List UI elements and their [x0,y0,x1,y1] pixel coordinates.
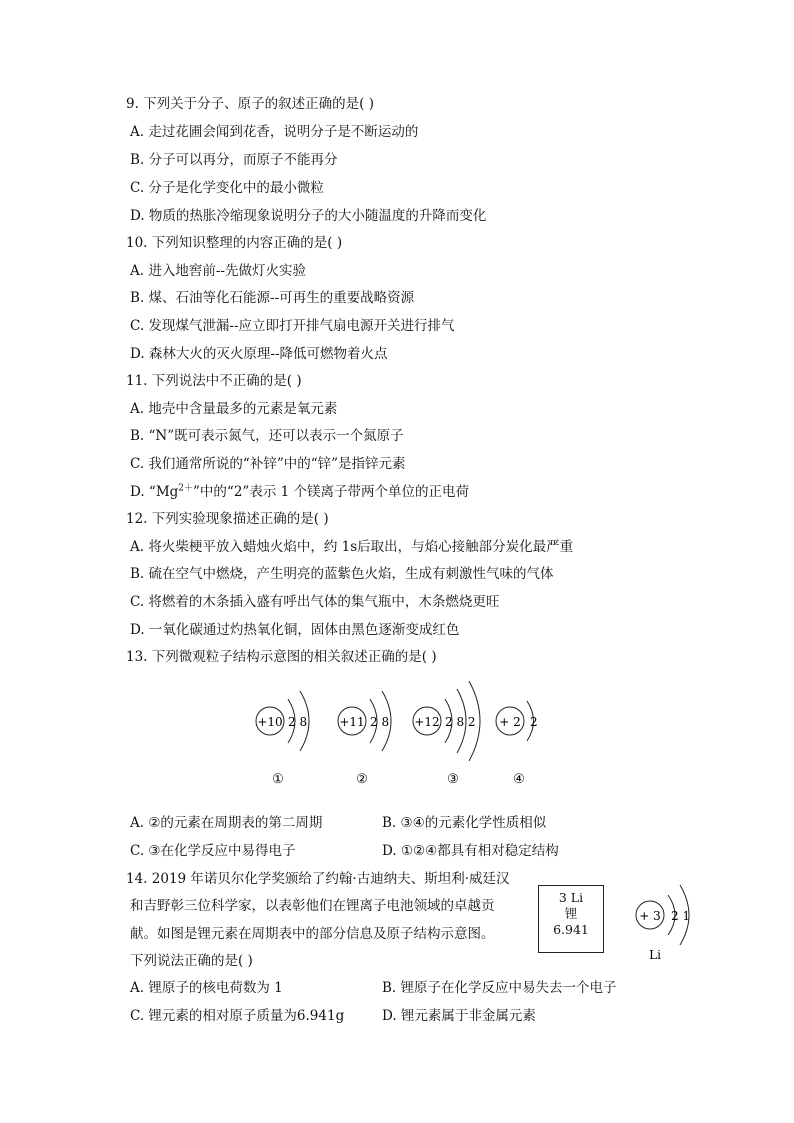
particle-2-nucleus: +11 [339,715,365,729]
element-number-symbol: 3 Li [558,890,584,905]
particle-1-shells: 2 8 [288,715,308,729]
q11-option-d [130,483,469,501]
element-name: 锂 [564,906,578,921]
particle-4-label: ④ [513,772,525,787]
q13-option-d: D. ①②④都具有相对稳定结构 [382,843,559,859]
particle-1-diagram [256,691,309,787]
q9-option-d: D. 物质的热胀冷缩现象说明分子的大小随温度的升降而变化 [130,208,487,224]
particle-4-diagram [496,701,538,787]
particle-1-label: ① [272,772,284,787]
q12-stem: 12. 下列实验现象描述正确的是( ) [126,511,329,527]
particle-3-nucleus: +12 [414,715,440,729]
q11-stem: 11. 下列说法中不正确的是( ) [126,373,302,389]
q12-option-c: C. 将燃着的木条插入盛有呼出气体的集气瓶中，木条燃烧更旺 [130,594,500,610]
q12-option-d: D. 一氧化碳通过灼热氧化铜，固体由黑色逐渐变成红色 [130,622,460,638]
q9-option-c: C. 分子是化学变化中的最小微粒 [130,180,324,196]
particle-3-shells: 2 8 2 [445,715,476,729]
q9-option-b: B. 分子可以再分，而原子不能再分 [130,152,338,168]
particle-2-diagram [338,691,391,787]
lithium-nucleus: + 3 [639,909,661,923]
particle-4-shells: 2 [530,715,538,729]
q14-option-b: B. 锂原子在化学反应中易失去一个电子 [382,980,617,996]
q14-stem-line-1: 14. 2019 年诺贝尔化学奖颁给了约翰·古迪纳夫、斯坦利·威廷汉 [126,871,510,887]
q10-option-b: B. 煤、石油等化石能源--可再生的重要战略资源 [130,290,415,306]
q12-option-a: A. 将火柴梗平放入蜡烛火焰中，约 1s后取出，与焰心接触部分炭化最严重 [130,539,574,555]
q13-option-b: B. ③④的元素化学性质相似 [382,815,547,831]
q12-option-b: B. 硫在空气中燃烧，产生明亮的蓝紫色火焰，生成有刺激性气味的气体 [130,566,554,582]
particle-3-diagram [413,681,480,787]
particle-2-label: ② [356,772,368,787]
particle-1-nucleus: +10 [257,715,283,729]
q13-stem: 13. 下列微观粒子结构示意图的相关叙述正确的是( ) [126,649,437,665]
q14-option-c: C. 锂元素的相对原子质量为6.941g [130,1008,345,1024]
q11-option-c: C. 我们通常所说的“补锌”中的“锌”是指锌元素 [130,456,406,472]
q13-option-a: A. ②的元素在周期表的第二周期 [130,815,323,831]
lithium-shells: 2 1 [671,909,691,923]
q11-option-d-post: ”中的“2”表示 1 个镁离子带两个单位的正电荷 [193,484,469,500]
particle-3-label: ③ [447,772,459,787]
lithium-atom-diagram [630,875,710,965]
q9-option-a: A. 走过花圃会闻到花香，说明分子是不断运动的 [130,124,419,140]
q14-stem-line-3: 献。如图是锂元素在周期表中的部分信息及原子结构示意图。 [130,926,495,942]
q11-option-a: A. 地壳中含量最多的元素是氧元素 [130,401,338,417]
q14-stem-line-4: 下列说法正确的是( ) [130,953,253,969]
q10-option-c: C. 发现煤气泄漏--应立即打开排气扇电源开关进行排气 [130,318,455,334]
lithium-symbol: Li [649,948,661,962]
q10-stem: 10. 下列知识整理的内容正确的是( ) [126,235,343,251]
q11-option-d-charge: 2＋ [178,483,194,494]
q13-option-c: C. ③在化学反应中易得电子 [130,843,296,859]
element-mass: 6.941 [553,922,589,937]
q9-stem: 9. 下列关于分子、原子的叙述正确的是( ) [126,96,374,112]
particle-4-nucleus: + 2 [499,715,521,729]
q10-option-a: A. 进入地窖前--先做灯火实验 [130,263,306,279]
q11-option-b: B. “N”既可表示氮气，还可以表示一个氮原子 [130,428,404,444]
lithium-periodic-table-cell [538,885,604,953]
q11-option-d-pre: D. “Mg [130,484,179,500]
q14-option-a: A. 锂原子的核电荷数为 1 [130,980,283,996]
particle-2-shells: 2 8 [370,715,390,729]
q13-particle-diagrams [250,675,560,795]
q14-stem-line-2: 和吉野彰三位科学家，以表彰他们在锂离子电池领域的卓越贡 [130,898,495,914]
q14-option-d: D. 锂元素属于非金属元素 [382,1008,536,1024]
q10-option-d: D. 森林大火的灭火原理--降低可燃物着火点 [130,346,388,362]
